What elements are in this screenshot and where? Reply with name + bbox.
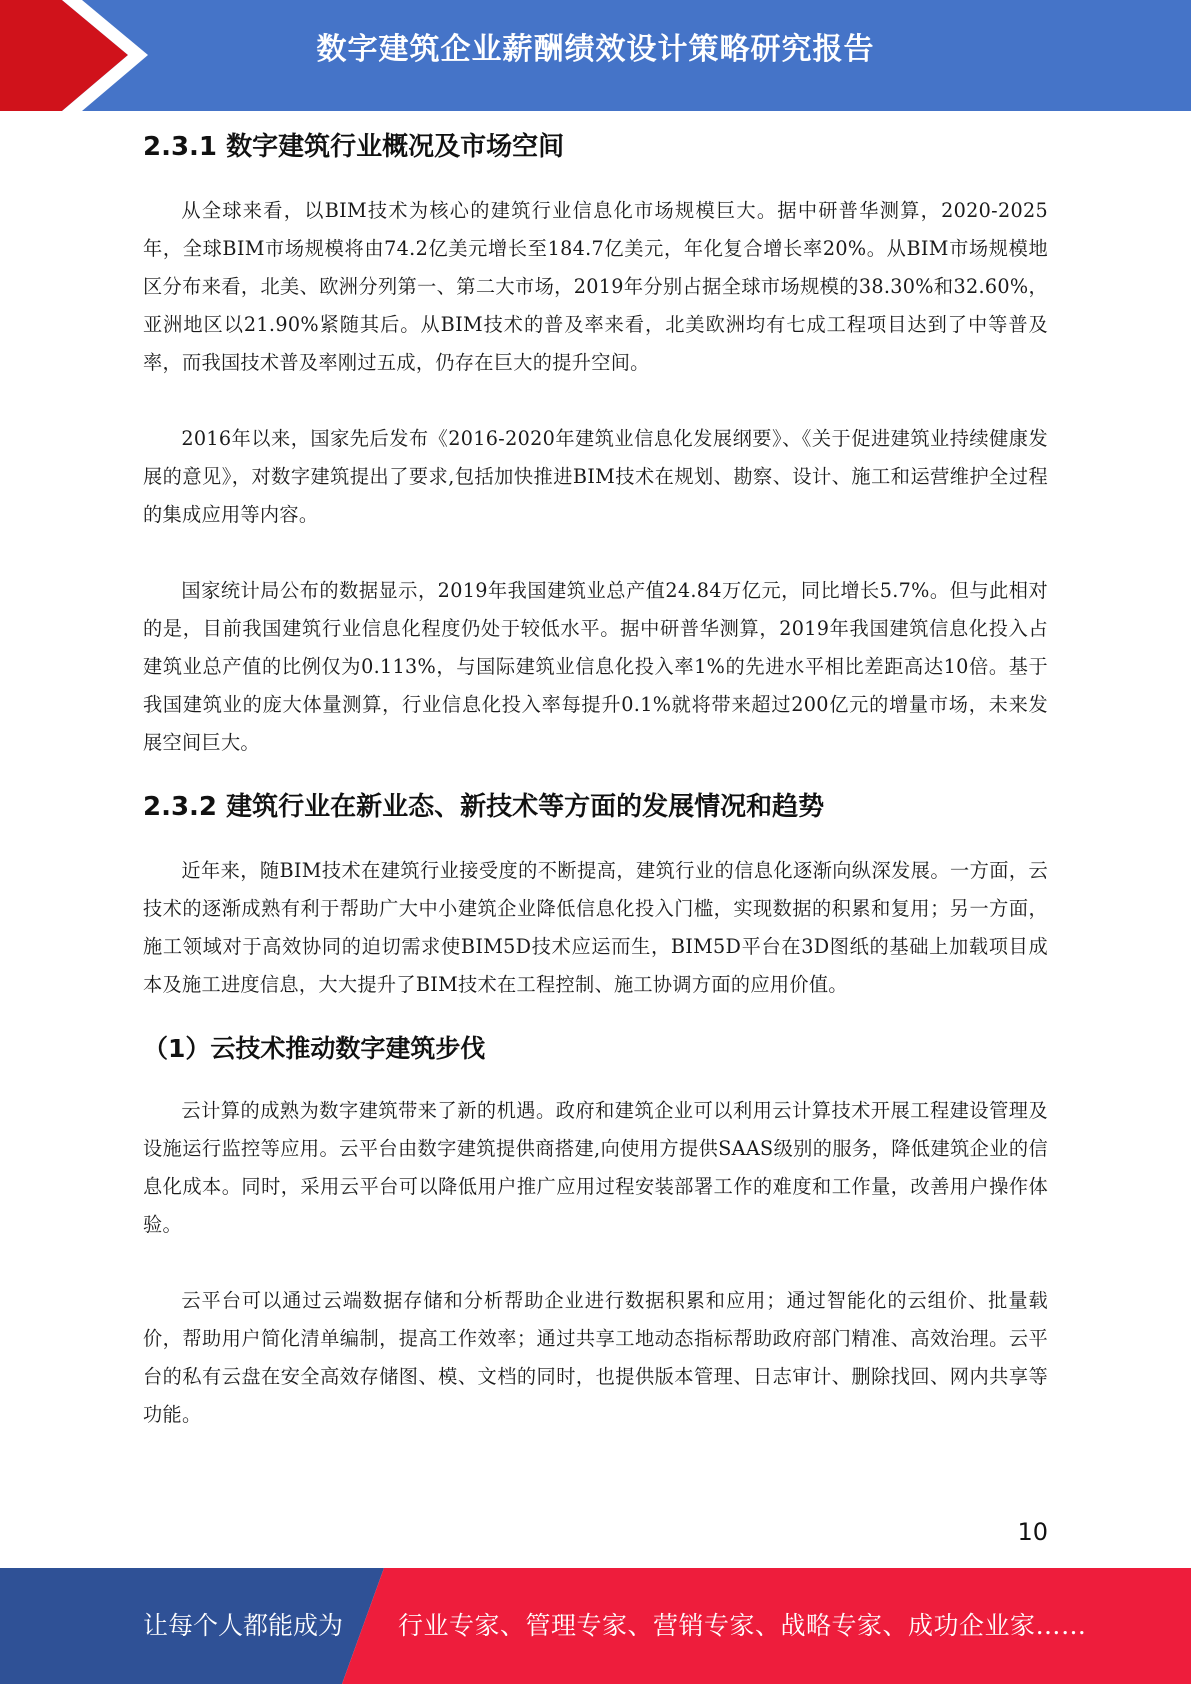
footer-slogan-right: 行业专家、管理专家、营销专家、战略专家、成功企业家……	[398, 1611, 1087, 1640]
paragraph: 2016年以来，国家先后发布《2016-2020年建筑业信息化发展纲要》、《关于促进建筑业持续健康发展的意见》，对数字建筑提出了要求,包括加快推进BIM技术在规划、勘察、设计、施工和运营维护全过程的集成应用等内容。	[143, 427, 1048, 526]
paragraph: 从全球来看，以BIM技术为核心的建筑行业信息化市场规模巨大。据中研普华测算，2020-2025年，全球BIM市场规模将由74.2亿美元增长至184.7亿美元，年化复合增长率20%。从BIM市场规模地区分布来看，北美、欧洲分列第一、第二大市场，2019年分别占据全球市场规模的38.30%和32.60%，亚洲地区以21.90%紧随其后。从BIM技术的普及率来看，北美欧洲均有七成工程项目达到了中等普及率，而我国技术普及率刚过五成，仍存在巨大的提升空间。	[143, 199, 1048, 374]
page-number: 10	[1017, 1518, 1048, 1546]
subsection-heading: （1）云技术推动数字建筑步伐	[143, 1034, 486, 1063]
paragraph: 云计算的成熟为数字建筑带来了新的机遇。政府和建筑企业可以利用云计算技术开展工程建设管理及设施运行监控等应用。云平台由数字建筑提供商搭建,向使用方提供SAAS级别的服务，降低建筑企业的信息化成本。同时，采用云平台可以降低用户推广应用过程安装部署工作的难度和工作量，改善用户操作体验。	[143, 1099, 1048, 1236]
footer-slogan-left: 让每个人都能成为	[143, 1611, 344, 1640]
section-heading: 2.3.1 数字建筑行业概况及市场空间	[143, 132, 565, 162]
paragraph: 近年来，随BIM技术在建筑行业接受度的不断提高，建筑行业的信息化逐渐向纵深发展。一方面，云技术的逐渐成熟有利于帮助广大中小建筑企业降低信息化投入门槛，实现数据的积累和复用；另一方面，施工领域对于高效协同的迫切需求使BIM5D技术应运而生，BIM5D平台在3D图纸的基础上加载项目成本及施工进度信息，大大提升了BIM技术在工程控制、施工协调方面的应用价值。	[143, 859, 1048, 996]
document-body	[143, 118, 1048, 1472]
paragraph: 国家统计局公布的数据显示，2019年我国建筑业总产值24.84万亿元，同比增长5.7%。但与此相对的是，目前我国建筑行业信息化程度仍处于较低水平。据中研普华测算，2019年我国建筑信息化投入占建筑业总产值的比例仅为0.113%，与国际建筑业信息化投入率1%的先进水平相比差距高达10倍。基于我国建筑业的庞大体量测算，行业信息化投入率每提升0.1%就将带来超过200亿元的增量市场，未来发展空间巨大。	[143, 579, 1048, 754]
page-footer	[0, 1568, 1191, 1684]
header-title: 数字建筑企业薪酬绩效设计策略研究报告	[316, 32, 875, 67]
section-heading: 2.3.2 建筑行业在新业态、新技术等方面的发展情况和趋势	[143, 792, 825, 822]
paragraph: 云平台可以通过云端数据存储和分析帮助企业进行数据积累和应用；通过智能化的云组价、批量载价，帮助用户简化清单编制，提高工作效率；通过共享工地动态指标帮助政府部门精准、高效治理。云平台的私有云盘在安全高效存储图、模、文档的同时，也提供版本管理、日志审计、删除找回、网内共享等功能。	[143, 1289, 1048, 1426]
page-header	[0, 0, 1191, 111]
